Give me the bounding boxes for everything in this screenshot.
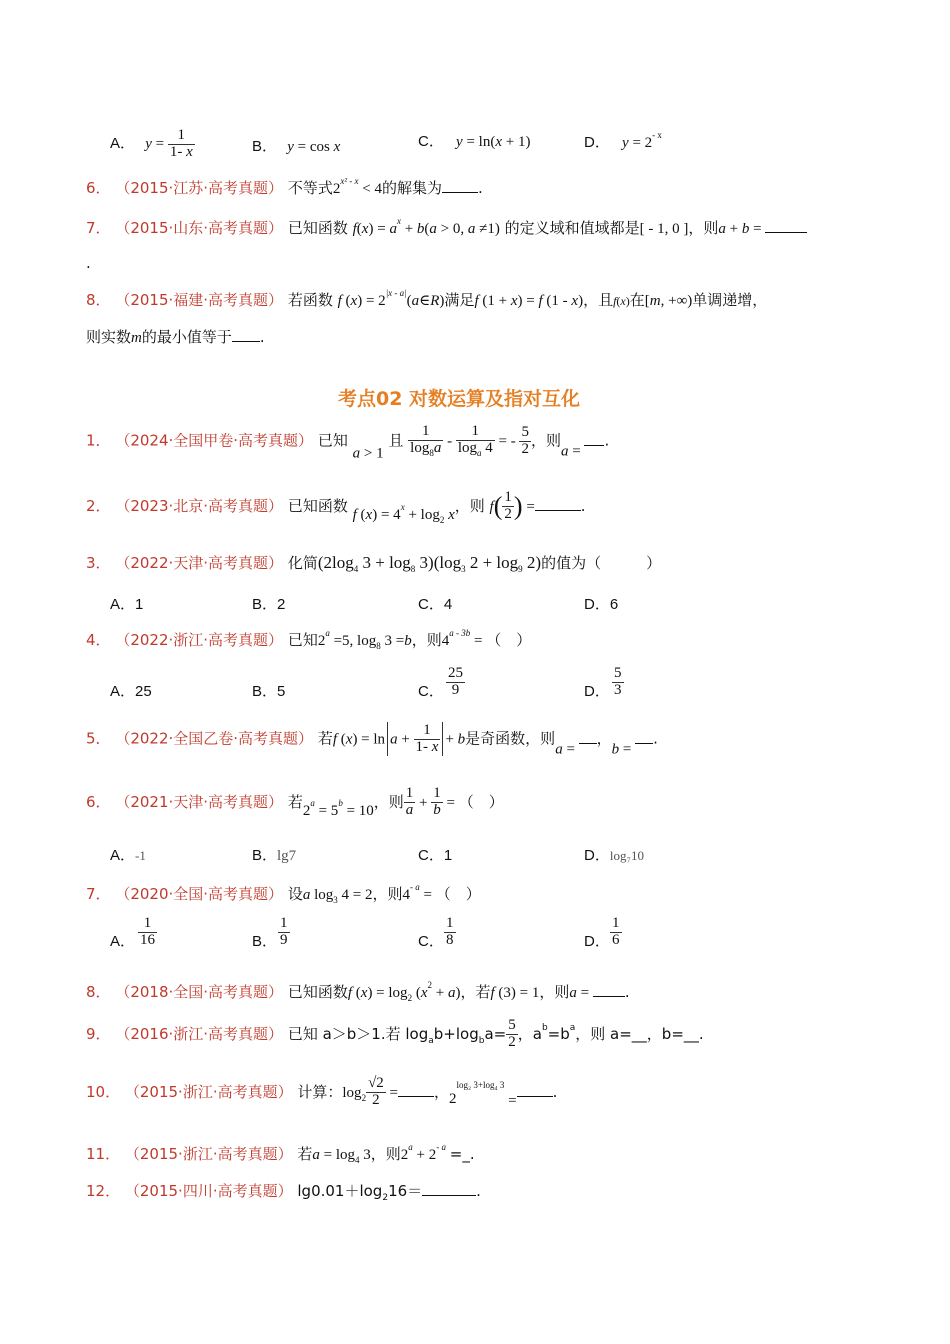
- question-source: （2018·全国·高考真题）: [115, 983, 284, 1001]
- q7-option-b: B．: [252, 933, 278, 950]
- q7-option-c: C．: [418, 933, 444, 950]
- option-label: C．: [418, 133, 444, 150]
- question-p1-8: 8． （2015·福建·高考真题） 若函数 f $(x) = 2^{|x - a|}(a\in R)$满足f (1 + x) = f (1 - x)，且f(x)在[m, +∞)单调递增，: [86, 288, 768, 309]
- section-title: 考点02 对数运算及指对互化: [338, 388, 581, 410]
- q4-option-a: A．25: [110, 683, 152, 700]
- question-10: 10． （2015·浙江·高考真题） 计算：$\log_2$ $\frac{√2}{2}$ = ，$2^{log_2 3+log_4 3}$ = .: [86, 1075, 558, 1109]
- q6-option-d: D．log₇10: [584, 847, 644, 864]
- option-label: D．: [584, 134, 610, 151]
- question-source: （2015·浙江·高考真题）: [124, 1145, 293, 1163]
- question-2: 2． （2023·北京·高考真题） 已知函数 f $(x) = 4^x + \log_2 x$，则 f( $\frac{1}{2}$ ) = .: [86, 489, 586, 525]
- question-source: （2024·全国甲卷·高考真题）: [115, 431, 314, 450]
- option-d: D． $y = 2^{- x}$: [584, 130, 662, 151]
- question-p1-7-end: .: [86, 254, 91, 272]
- question-12: 12． （2015·四川·高考真题） $\lg 0.01+\log_216=$ .: [86, 1182, 481, 1203]
- question-source: （2021·天津·高考真题）: [115, 792, 284, 811]
- q4-options: [110, 666, 830, 706]
- option-a: A． y = $\frac{1}{1- x}$: [110, 127, 193, 160]
- q3-option-d: D．6: [584, 596, 619, 613]
- q6-option-a: A．-1: [110, 847, 146, 864]
- question-11: 11． （2015·浙江·高考真题） 若$a = \log_4 3$，则$2^a + 2^{- a}$ =_.: [86, 1142, 475, 1165]
- question-7: 7． （2020·全国·高考真题） 设a $\log_3 4 = 2$，则$4^{- a}$ = （ ）: [86, 882, 481, 905]
- question-p1-8-line2: 则实数m的最小值等于 .: [86, 328, 265, 346]
- q3-option-b: B．2: [252, 596, 286, 613]
- question-source: （2015·山东·高考真题）: [115, 219, 284, 237]
- question-source: （2015·浙江·高考真题）: [124, 1082, 293, 1101]
- q4-option-d: D．: [584, 683, 610, 700]
- question-source: （2016·浙江·高考真题）: [115, 1024, 284, 1043]
- question-1: 1． （2024·全国甲卷·高考真题） 已知 a > 1 且 $\frac{1}{\log_8a}$ - $\frac{1}{\log_a 4}$ = - $\frac{5}{2}$ ，则a = .: [86, 423, 610, 462]
- q3-option-a: A．1: [110, 596, 144, 613]
- fraction: $\frac{1}{1- x}$: [169, 127, 193, 160]
- question-source: （2020·全国·高考真题）: [115, 885, 284, 903]
- question-4: 4． （2022·浙江·高考真题） 已知$2^a =5$, $\log_8 3 =b$，则$4^{a - 3b}$ = （ ）: [86, 628, 532, 651]
- q7-option-d-fraction: $\frac{1}{6}$: [612, 915, 620, 948]
- q7-option-a: A．: [110, 933, 136, 950]
- q6-option-c: C．1: [418, 847, 453, 864]
- question-9: 9． （2016·浙江·高考真题） 已知 a＞b＞1.若 $\log_ab+\log_ba=$ $\frac{5}{2}$ ，$a^b=b^a$，则 a=__，b=__.: [86, 1017, 704, 1050]
- question-5: 5． （2022·全国乙卷·高考真题） 若f (x) = ln a + $\frac{1}{1- x}$ + b是奇函数，则a = ，b = .: [86, 721, 658, 758]
- question-p1-7: 7． （2015·山东·高考真题） 已知函数 $f(x) = a^x + b(a > 0$, a ≠1) 的定义域和值域都是[ - 1, 0 ]，则a + b =: [86, 216, 807, 238]
- q7-option-d: D．: [584, 933, 610, 950]
- q7-option-c-fraction: $\frac{1}{8}$: [446, 915, 454, 948]
- q4-option-b: B．5: [252, 683, 286, 700]
- option-label: B．: [252, 138, 278, 155]
- question-source: （2015·福建·高考真题）: [115, 291, 284, 309]
- question-3: 3． （2022·天津·高考真题） 化简($2\log_4$ $3 + \log_8 3)(\log_3$ $2 + \log_9 2$)的值为（ ）: [86, 553, 662, 574]
- q7-option-b-fraction: $\frac{1}{9}$: [280, 915, 288, 948]
- q6-option-b: B．lg7: [252, 847, 297, 864]
- q4-option-c: C．: [418, 683, 444, 700]
- q4-option-d-fraction: $\frac{5}{3}$: [614, 665, 622, 698]
- q3-option-c: C．4: [418, 596, 453, 613]
- question-source: （2022·全国乙卷·高考真题）: [115, 729, 314, 748]
- question-p1-6: 6． （2015·江苏·高考真题） 不等式$2^{x^2 - x} < 4$的解集为 .: [86, 176, 483, 197]
- question-source: （2022·天津·高考真题）: [115, 554, 284, 572]
- option-label: A．: [110, 135, 136, 153]
- question-source: （2022·浙江·高考真题）: [115, 631, 284, 649]
- question-6: 6． （2021·天津·高考真题） 若$2^a = 5^b = 10$，则 $\frac{1}{a}$ + $\frac{1}{b}$ = （ ）: [86, 785, 504, 819]
- option-b: B． y = cos x: [252, 138, 341, 155]
- question-8: 8． （2018·全国·高考真题） 已知函数f $(x) = \log_2 (x^2 + a)$，若f (3) = 1，则a = .: [86, 980, 630, 1003]
- question-source: （2015·江苏·高考真题）: [115, 179, 284, 197]
- question-source: （2023·北京·高考真题）: [115, 496, 284, 515]
- option-c: C． y = ln(x + 1): [418, 133, 531, 150]
- question-source: （2015·四川·高考真题）: [124, 1182, 293, 1200]
- q7-option-a-fraction: $\frac{1}{16}$: [140, 915, 155, 948]
- q7-options: [110, 916, 830, 960]
- q4-option-c-fraction: $\frac{25}{9}$: [448, 665, 463, 698]
